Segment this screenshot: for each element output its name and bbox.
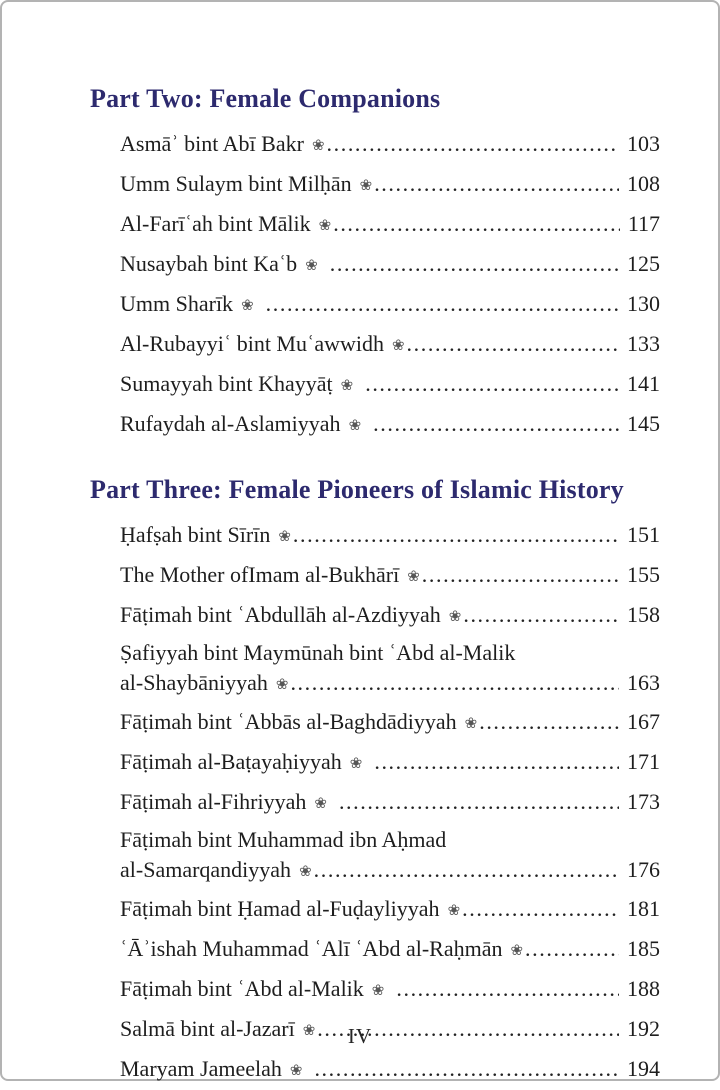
entry-page-number: 185 — [627, 936, 660, 961]
dot-leader-icon — [314, 1050, 619, 1087]
toc-entry-row — [120, 970, 660, 1010]
entry-name: Fāṭimah bint ʿAbdullāh al-Azdiyyah — [120, 602, 441, 627]
toc-entry-row — [120, 930, 660, 970]
entry-page-number: 130 — [627, 291, 660, 316]
honorific-ornament-icon: ❀ — [302, 1021, 316, 1039]
honorific-ornament-icon: ❀ — [318, 216, 332, 234]
entry-name: Rufaydah al-Aslamiyyah — [120, 411, 341, 436]
entry-page-number: 108 — [627, 171, 660, 196]
entry-name-line2: al-Samarqandiyyah — [120, 857, 292, 882]
entry-page-number: 188 — [627, 976, 660, 1001]
entry-name: Fāṭimah bint Ḥamad al-Fuḍayliyyah — [120, 896, 440, 921]
section-heading: Part Two: Female Companions — [90, 84, 441, 113]
toc-entry-row — [120, 405, 660, 445]
entry-name: Al-Rubayyiʿ bint Muʿawwidh — [120, 331, 384, 356]
honorific-ornament-icon: ❀ — [340, 376, 354, 394]
honorific-ornament-icon: ❀ — [359, 176, 373, 194]
dot-leader-icon — [374, 165, 619, 202]
entry-line2 — [120, 855, 660, 887]
page-footer — [2, 1024, 718, 1049]
entry-name: Umm Sulaym bint Milḥān — [120, 171, 352, 196]
entry-page-number: 167 — [627, 709, 660, 734]
entry-name: Al-Farīʿah bint Mālik — [120, 211, 311, 236]
honorific-ornament-icon: ❀ — [448, 607, 462, 625]
entry-line2 — [120, 668, 660, 700]
entry-page-number: 192 — [627, 1016, 660, 1041]
honorific-ornament-icon: ❀ — [289, 1061, 303, 1079]
honorific-ornament-icon: ❀ — [510, 941, 524, 959]
entry-name: Fāṭimah al-Baṭayaḥiyyah — [120, 749, 342, 774]
entry-name: Fāṭimah al-Fihriyyah — [120, 789, 307, 814]
entry-name: Umm Sharīk — [120, 291, 234, 316]
toc-entry-list — [120, 125, 660, 445]
entry-page-number: 103 — [627, 131, 660, 156]
table-of-contents — [2, 2, 718, 1090]
entry-name: Sumayyah bint Khayyāṭ — [120, 371, 333, 396]
dot-leader-icon — [407, 325, 619, 362]
entry-name: Salmā bint al-Jazarī — [120, 1016, 295, 1041]
honorific-ornament-icon: ❀ — [464, 714, 478, 732]
honorific-ornament-icon: ❀ — [348, 416, 362, 434]
toc-entry-row — [120, 890, 660, 930]
entry-page-number: 133 — [627, 331, 660, 356]
dot-leader-icon — [333, 205, 620, 242]
entry-page-number: 194 — [627, 1056, 660, 1081]
entry-page-number: 176 — [627, 857, 660, 882]
dot-leader-icon — [396, 970, 619, 1007]
honorific-ornament-icon: ❀ — [311, 136, 325, 154]
dot-leader-icon — [314, 855, 619, 885]
entry-name: Maryam Jameelah — [120, 1056, 282, 1081]
section-heading: Part Three: Female Pioneers of Islamic History — [90, 475, 624, 504]
entry-page-number: 163 — [627, 670, 660, 695]
toc-entry-row — [120, 556, 660, 596]
dot-leader-icon — [365, 365, 619, 402]
entry-page-number: 151 — [627, 522, 660, 547]
entry-name: Ḥafṣah bint Sīrīn — [120, 522, 271, 547]
entry-name: Asmāʾ bint Abī Bakr — [120, 131, 304, 156]
entry-name: Nusaybah bint Kaʿb — [120, 251, 298, 276]
toc-entry-row — [120, 783, 660, 823]
honorific-ornament-icon: ❀ — [275, 675, 289, 693]
entry-name: The Mother ofImam al-Bukhārī — [120, 562, 400, 587]
dot-leader-icon — [290, 668, 619, 698]
dot-leader-icon — [463, 596, 619, 633]
entry-name: ʿĀʾishah Muhammad ʿAlī ʿAbd al-Raḥmān — [120, 936, 503, 961]
toc-entry-row — [120, 596, 660, 636]
entry-page-number: 117 — [627, 211, 660, 236]
entry-page-number: 145 — [627, 411, 660, 436]
toc-entry-row — [120, 516, 660, 556]
entry-name-line1: Fāṭimah bint Muhammad ibn Aḥmad — [120, 827, 447, 852]
dot-leader-icon — [330, 245, 619, 282]
honorific-ornament-icon: ❀ — [278, 527, 291, 545]
dot-leader-icon — [374, 743, 619, 780]
honorific-ornament-icon: ❀ — [299, 862, 312, 880]
entry-name: Fāṭimah bint ʿAbbās al-Baghdādiyyah — [120, 709, 457, 734]
honorific-ornament-icon: ❀ — [371, 981, 385, 999]
entry-page-number: 173 — [627, 789, 660, 814]
honorific-ornament-icon: ❀ — [391, 336, 405, 354]
dot-leader-icon — [479, 703, 619, 740]
toc-entry-list — [120, 516, 660, 1090]
entry-name-line1: Ṣafiyyah bint Maymūnah bint ʿAbd al-Malik — [120, 640, 516, 665]
toc-entry-row — [120, 365, 660, 405]
entry-page-number: 125 — [627, 251, 660, 276]
honorific-ornament-icon: ❀ — [407, 567, 420, 585]
toc-entry-row — [120, 125, 660, 165]
entry-page-number: 158 — [627, 602, 660, 627]
honorific-ornament-icon: ❀ — [349, 754, 363, 772]
dot-leader-icon — [293, 516, 619, 553]
honorific-ornament-icon: ❀ — [241, 296, 254, 314]
toc-entry-row — [120, 325, 660, 365]
honorific-ornament-icon: ❀ — [305, 256, 318, 274]
entry-page-number: 181 — [627, 896, 660, 921]
honorific-ornament-icon: ❀ — [314, 794, 327, 812]
entry-page-number: 171 — [627, 749, 660, 774]
toc-entry-row — [120, 1050, 660, 1090]
dot-leader-icon — [266, 285, 619, 322]
dot-leader-icon — [525, 930, 619, 967]
entry-page-number: 155 — [627, 562, 660, 587]
toc-entry-row — [120, 245, 660, 285]
entry-name-line2: al-Shaybāniyyah — [120, 670, 268, 695]
toc-entry-row — [120, 165, 660, 205]
toc-entry-row — [120, 205, 660, 245]
folio-page-number: IV — [347, 1024, 373, 1048]
entry-page-number: 141 — [627, 371, 660, 396]
dot-leader-icon — [373, 405, 619, 442]
honorific-ornament-icon: ❀ — [447, 901, 461, 919]
entry-name: Fāṭimah bint ʿAbd al-Malik — [120, 976, 364, 1001]
dot-leader-icon — [339, 783, 619, 820]
dot-leader-icon — [327, 125, 619, 162]
toc-entry-row — [120, 703, 660, 743]
toc-entry-row — [120, 823, 660, 890]
toc-entry-row — [120, 743, 660, 783]
dot-leader-icon — [422, 556, 619, 593]
toc-entry-row — [120, 285, 660, 325]
toc-entry-row — [120, 636, 660, 703]
dot-leader-icon — [462, 890, 619, 927]
